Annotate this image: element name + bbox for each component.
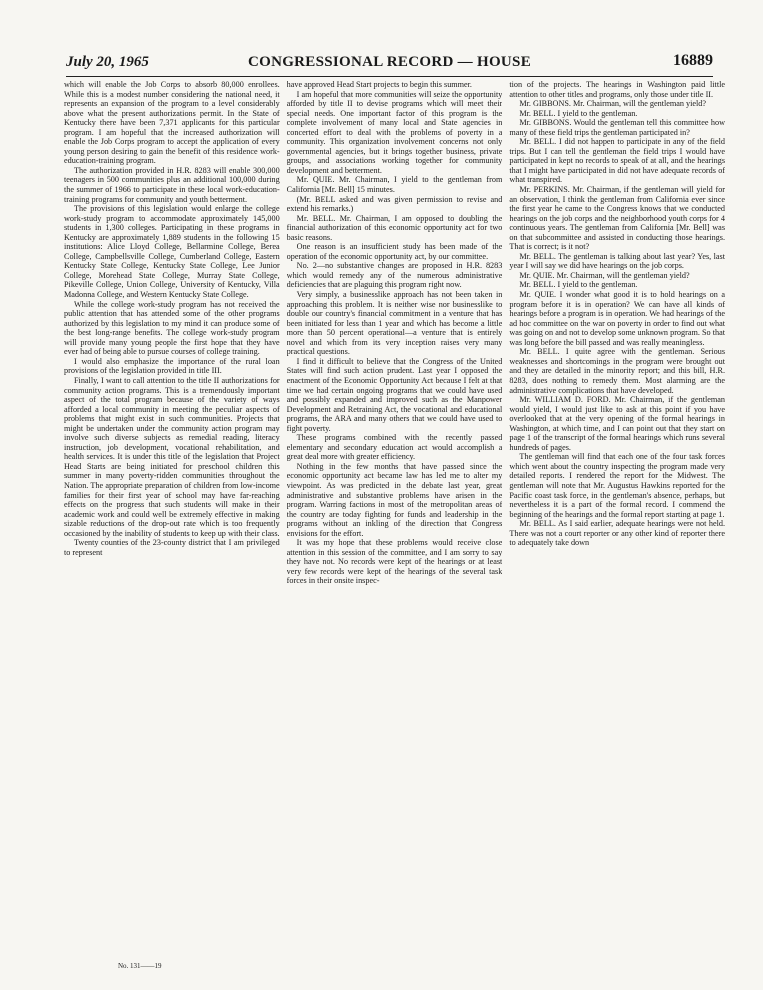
paragraph: Mr. BELL. I did not happen to participate in any of the field trips. But I can tell the gentleman the field trips I would have participated in kept no records to speak of at all, and the hearings that I might have participated in did not have adequate records of what transpired. bbox=[509, 137, 726, 185]
header-date: July 20, 1965 bbox=[66, 54, 149, 70]
paragraph: Mr. WILLIAM D. FORD. Mr. Chairman, if the gentleman would yield, I would just like to ask at this point if you have overlooked that at the very opening of the formal hearings in Washington, at which time, and I can point out that they start on page 1 of the transcript of the formal hearings which runs several hundreds of pages. bbox=[509, 395, 726, 452]
paragraph: Mr. BELL. Mr. Chairman, I am opposed to doubling the financial authorization of this economic opportunity act for two basic reasons. bbox=[286, 213, 503, 242]
paragraph: Mr. QUIE. Mr. Chairman, I yield to the gentleman from California [Mr. Bell] 15 minutes. bbox=[286, 175, 503, 195]
paragraph: Mr. GIBBONS. Mr. Chairman, will the gentleman yield? bbox=[519, 99, 707, 109]
paragraph: Mr. BELL. As I said earlier, adequate hearings were not held. There was not a court reporter or any other kind of reporter there to adequately take down bbox=[509, 519, 726, 548]
paragraph: Mr. BELL. The gentleman is talking about last year? Yes, last year I will say we did have hearings on the job corps. bbox=[509, 251, 726, 271]
column-2 bbox=[287, 80, 503, 958]
paragraph: Nothing in the few months that have passed since the economic opportunity act became law has led me to alter my viewpoint. As was predicted in the debate last year, great administrative and substantive problems have arisen in the program. Warring factions in most of the metropolitan areas of the country are today fighting for funds and leadership in the programs without an inkling of the direction that Congress envisions for the effort. bbox=[286, 461, 503, 538]
text-columns bbox=[64, 80, 725, 958]
page-header bbox=[66, 50, 713, 77]
paragraph: have approved Head Start projects to begin this summer. bbox=[286, 80, 472, 89]
paragraph: Mr. QUIE. Mr. Chairman, will the gentleman yield? bbox=[519, 270, 690, 280]
paragraph: These programs combined with the recently passed elementary and secondary education act would accomplish a great deal more with greater efficiency. bbox=[286, 433, 503, 462]
paragraph: One reason is an insufficient study has been made of the operation of the economic opportunity act, by our committee. bbox=[286, 242, 503, 261]
paragraph: I would also emphasize the importance of the rural loan provisions of the legislation provided in title III. bbox=[64, 356, 280, 376]
paragraph: Twenty counties of the 23-county district that I am privileged to represent bbox=[64, 538, 280, 557]
paragraph: (Mr. BELL asked and was given permission to revise and extend his remarks.) bbox=[286, 194, 503, 214]
paragraph: Very simply, a businesslike approach has not been taken in approaching this problem. It is neither wise nor businesslike to double our country's financial commitment in a venture that has been initiated for less than 1 year and which has become a little more than 50 percent operational—a venture that is entirely novel and which from its very inception raises very many practical questions. bbox=[286, 290, 503, 357]
paragraph: No. 2—no substantive changes are proposed in H.R. 8283 which would remedy any of the numerous administrative deficiencies that are plaguing this program right now. bbox=[286, 261, 503, 290]
page-footer: No. 131——19 bbox=[118, 962, 162, 970]
paragraph: Mr. GIBBONS. Would the gentleman tell this committee how many of these field trips the gentleman participated in? bbox=[509, 118, 726, 137]
column-1 bbox=[64, 80, 280, 958]
paragraph: The gentleman will find that each one of the four task forces which went about the country inspecting the program made very detailed reports. I rendered the report for the Midwest. The gentleman will note that Mr. Augustus Hawkins reported for the Pacific coast task force, in the gentleman's absence, perhaps, but nevertheless it is a part of the formal record. I commend the beginning of the hearings and the formal report starting at page 1. bbox=[509, 452, 726, 519]
paragraph: tion of the projects. The hearings in Washington paid little attention to other titles and programs, only those under title II. bbox=[509, 80, 726, 99]
header-page-number: 16889 bbox=[673, 52, 713, 69]
paragraph: While the college work-study program has not received the public attention that has attended some of the other programs authorized by this legislation to my mind it can produce some of the best long-range benefits. The college work-study program will provide many young people the first hope that they have ever had of being able to pursue courses of college training. bbox=[64, 299, 280, 357]
paragraph: The authorization provided in H.R. 8283 will enable 300,000 teenagers in 500 communities plus an additional 100,000 during the summer of 1966 to participate in these local work-education-training programs for community and youth betterment. bbox=[64, 165, 280, 204]
paragraph: I am hopeful that more communities will seize the opportunity afforded by title II to devise programs which will meet their special needs. One important factor of this program is the complete involvement of many local and State agencies in concerted effort to deal with the problems of poverty in a community. This organization involvement concerns not only governmental agencies, but it brings together business, private groups, and associations working together for community development and betterment. bbox=[286, 89, 503, 175]
paragraph: Mr. PERKINS. Mr. Chairman, if the gentleman will yield for an observation, I think the gentleman from California ever since the first year he came to the Congress knows that we conducted hearings on the job corps and the neighborhood youth corps for 4 continuous years. The gentleman from California [Mr. Bell] was on that subcommittee and assisted in conducting those hearings. That is correct; is it not? bbox=[509, 185, 726, 252]
paragraph: It was my hope that these problems would receive close attention in this session of the committee, and I am sorry to say they have not. No records were kept of the hearings or at least very few records were kept of the hearings of the several task forces in their onsite inspec- bbox=[286, 538, 503, 586]
paragraph: which will enable the Job Corps to absorb 80,000 enrollees. While this is a modest number considering the national need, it represents an expansion of the program to a level considerably above what the present authorizations permit. In the State of Kentucky there have been 7,371 applicants for this particular program. I am hopeful that the increased authorization will enable the Job Corps program to accept the application of every young person desiring to gain the benefit of this residence work-education-training program. bbox=[64, 80, 280, 166]
column-3 bbox=[509, 80, 725, 958]
paragraph: Mr. BELL. I yield to the gentleman. bbox=[519, 280, 638, 290]
paragraph: Mr. QUIE. I wonder what good it is to hold hearings on a program before it is in operation? We can have all kinds of hearings before a program is in operation. We had hearings of the ad hoc committee on the war on poverty in order to find out what was going on and not to develop some unknown program. So that was long before the bill passed and was really meaningless. bbox=[509, 290, 726, 347]
paragraph: Mr. BELL. I quite agree with the gentleman. Serious weaknesses and shortcomings in the program were brought out and they are detailed in the minority report; and this bill, H.R. 8283, does nothing to remedy them. Most alarming are the administrative complications that have developed. bbox=[509, 347, 726, 395]
header-title: CONGRESSIONAL RECORD — HOUSE bbox=[247, 54, 532, 70]
paragraph: Finally, I want to call attention to the title II authorizations for community action programs. This is a tremendously important aspect of the total program because of the variety of ways afforded a local community in meeting the peculiar aspects of problems that might exist in such communities. Projects that might be undertaken under the community action program may involve such diverse subjects as remedial reading, literacy instruction, job development, vocational rehabilitation, and health services. It is under this title of the legislation that Project Head Starts are being initiated for preschool children this summer in many poverty-ridden communities throughout the Nation. The appropriate preparation of children from low-income families for their first year of school may have far-reaching effects on the progress that such students will make in their academic work and could well be extremely effective in making sizable reductions of the drop-out rate which is too frequently occasioned by the inability of students to keep up with their class. bbox=[64, 375, 280, 538]
paragraph: Mr. BELL. I yield to the gentleman. bbox=[519, 108, 638, 118]
paragraph: The provisions of this legislation would enlarge the college work-study program to accommodate approximately 145,000 students in 1,300 colleges. Participating in these programs in Kentucky are approximately 1,889 students in the following 15 institutions: Alice Lloyd College, Bellarmine College, Berea College, Campbellsville College, Cumberland College, Eastern Kentucky State College, Kentucky State College, Lee Junior College, Morehead State College, Murray State College, Pikeville College, Union College, University of Kentucky, Villa Madonna College, and Western Kentucky State College. bbox=[64, 204, 280, 300]
paragraph: I find it difficult to believe that the Congress of the United States will find such action prudent. Last year I opposed the enactment of the Economic Opportunity Act because I felt at that time we had certain ongoing programs that we could have used and possibly expanded and improved such as the Manpower Development and Retraining Act, the vocational and educational programs, the ARA and many others that we could have used to fight poverty. bbox=[286, 356, 503, 433]
